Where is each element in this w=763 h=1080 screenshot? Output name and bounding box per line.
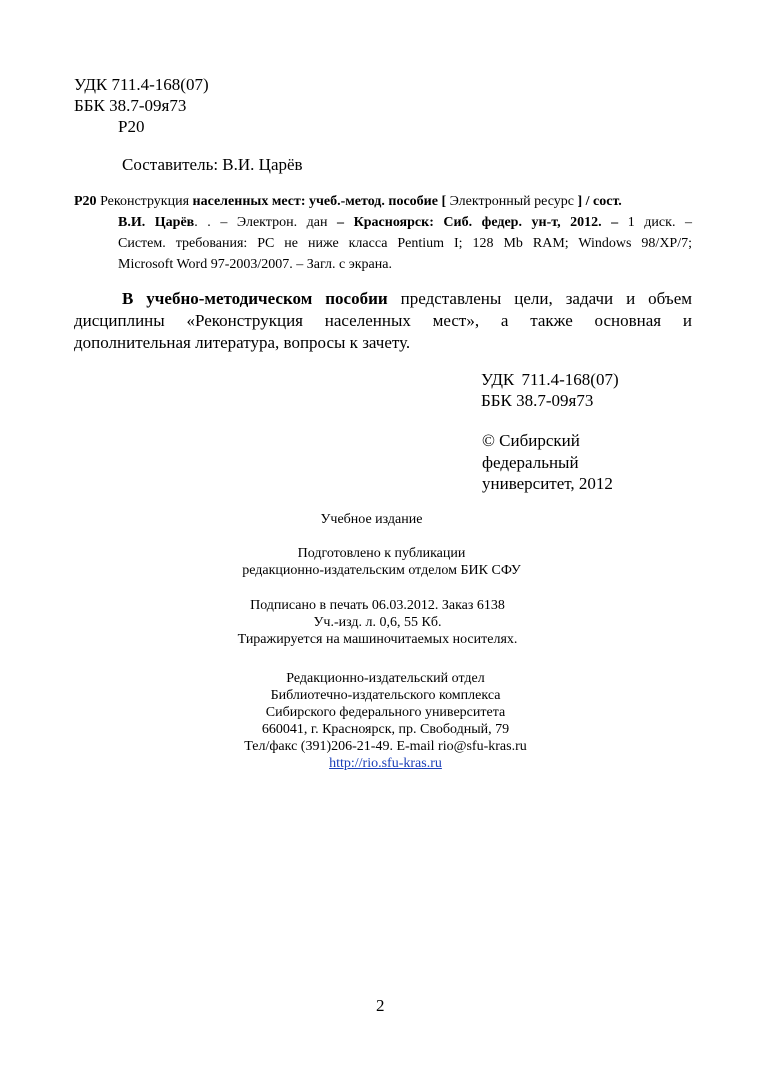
print-info-line: Уч.-изд. л. 0,6, 55 Кб. bbox=[313, 615, 442, 630]
biblio-code: Р20 bbox=[74, 194, 97, 209]
print-info-line: Подписано в печать 06.03.2012. Заказ 6138 bbox=[250, 598, 505, 613]
biblio-data-type: . . – Электрон. дан bbox=[194, 215, 328, 230]
publisher-line: 660041, г. Красноярск, пр. Свободный, 79 bbox=[261, 722, 510, 737]
annotation-line-2: дисциплины «Реконструкция населенных мест», а также основная и bbox=[74, 311, 692, 330]
publisher-line: Тел/факс (391)206-21-49. E-mail rio@sfu-kras.ru bbox=[244, 739, 527, 754]
biblio-line-2 bbox=[118, 214, 692, 231]
bbk-code: ББК 38.7-09я73 bbox=[74, 96, 187, 115]
biblio-resp-marker: ] / сост. bbox=[577, 194, 622, 209]
biblio-line-3: Систем. требования: PC не ниже класса Pentium I; 128 Mb RAM; Windows 98/XP/7; bbox=[118, 236, 692, 251]
biblio-author: В.И. Царёв bbox=[118, 215, 195, 230]
annotation-line-3: дополнительная литература, вопросы к зачету. bbox=[74, 333, 411, 352]
edition-type-label: Учебное издание bbox=[320, 512, 423, 527]
copyright-block bbox=[482, 430, 613, 495]
copyright-line: © Сибирский bbox=[482, 431, 580, 450]
prepared-line: редакционно-издательским отделом БИК СФУ bbox=[242, 563, 521, 578]
prepared-by-block bbox=[0, 545, 763, 579]
biblio-resource-type: Электронный ресурс bbox=[449, 194, 574, 209]
udk-code-right: УДК 711.4-168(07) bbox=[481, 370, 619, 389]
biblio-extent: 1 диск. – bbox=[627, 215, 692, 230]
publisher-line: Библиотечно-издательского комплекса bbox=[270, 688, 501, 703]
print-info-block bbox=[0, 597, 759, 648]
print-info-line: Тиражируется на машиночитаемых носителях. bbox=[237, 632, 518, 647]
prepared-line: Подготовлено к публикации bbox=[297, 546, 466, 561]
biblio-title-bold: населенных мест: учеб.-метод. пособие [ bbox=[192, 194, 447, 209]
copyright-line: университет, 2012 bbox=[482, 474, 613, 493]
publisher-website-link[interactable]: http://rio.sfu-kras.ru bbox=[329, 756, 442, 771]
udk-code: УДК 711.4-168(07) bbox=[74, 75, 209, 94]
publisher-block bbox=[4, 670, 763, 772]
author-sign-code: Р20 bbox=[118, 117, 145, 136]
bbk-code-right: ББК 38.7-09я73 bbox=[481, 391, 594, 410]
edition-type bbox=[0, 511, 753, 528]
annotation-line-1-rest: представлены цели, задачи и объем bbox=[400, 289, 693, 308]
publisher-line: Сибирского федерального университета bbox=[265, 705, 506, 720]
copyright-line: федеральный bbox=[482, 452, 579, 472]
compiler-line: Составитель: В.И. Царёв bbox=[122, 155, 303, 174]
biblio-line-1 bbox=[74, 193, 622, 210]
annotation-bold-intro: В учебно-методическом пособии bbox=[122, 289, 388, 308]
page-number: 2 bbox=[376, 996, 385, 1015]
biblio-line-4: Microsoft Word 97-2003/2007. – Загл. с экрана. bbox=[118, 257, 392, 272]
biblio-publisher: – Красноярск: Сиб. федер. ун-т, 2012. – bbox=[337, 215, 619, 230]
biblio-title-start: Реконструкция bbox=[100, 194, 190, 209]
annotation-line-1 bbox=[122, 288, 692, 309]
publisher-line: Редакционно-издательский отдел bbox=[286, 671, 485, 686]
